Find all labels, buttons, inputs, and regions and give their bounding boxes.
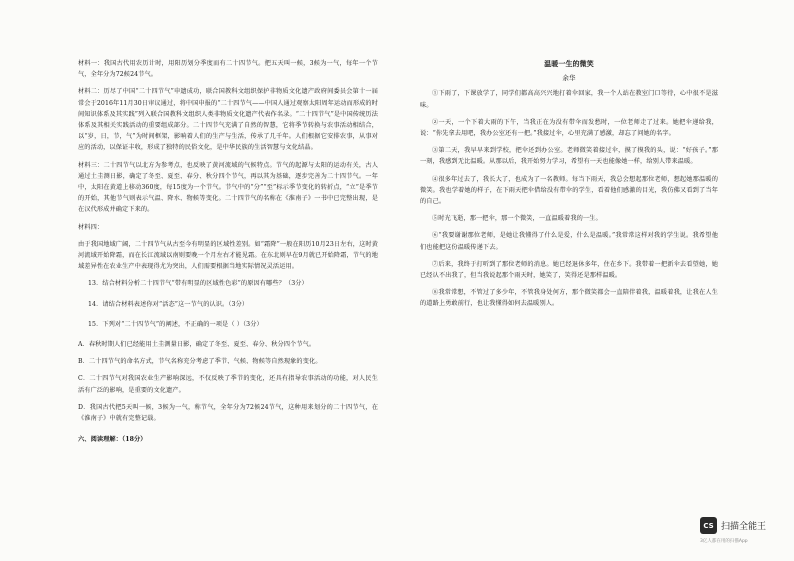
watermark-name: 扫描全能王 xyxy=(721,522,767,532)
question-14: 14．请结合材料表述你对“活态”这一节气的认识。（3分） xyxy=(88,300,249,308)
right-column xyxy=(420,58,718,316)
question-15: 15．下列对“二十四节气”的阐述，不正确的一项是（ ）（3分） xyxy=(88,320,263,328)
scanner-watermark xyxy=(700,517,784,549)
paragraph-8: ⑧我常常想，不管过了多少年，不管我身处何方，那个微笑都会一直陪伴着我，温暖着我，让我在人生的道路上勇敢前行，也让我懂得如何去温暖别人。 xyxy=(420,289,718,308)
article-title: 温暖一生的微笑 xyxy=(544,59,594,68)
option-b: B．二十四节气的命名方式，节气名称充分考虑了季节、气候、物候等自然现象的变化。 xyxy=(78,358,322,366)
camscanner-logo-icon: CS xyxy=(700,517,717,534)
material-4: 由于我国地域广阔，二十四节气从古至今有明显的区域性差别。如“霜降”一般在阳历10月23日左右，这时黄河流域开始降霜，而在长江流域以南则要晚一个月左右才能见霜。在东北则早在9月就已开始降霜，节气的地域差异性在农业生产中表现得尤为突出，人们需要根据当地实际情况灵活运用。 xyxy=(78,240,378,271)
paragraph-1: ①下雨了，下课放学了，同学们都高高兴兴地打着伞回家，我一个人站在教室门口等待，心中很不是滋味。 xyxy=(420,90,718,109)
paragraph-5: ⑤时光飞逝，那一把伞，那一个微笑，一直温暖着我的一生。 xyxy=(432,215,602,223)
material-3: 材料三：二十四节气以北方为参考点，也反映了黄河流域的气候特点。节气的起源与太阳的运动有关，古人通过土圭测日影，确定了冬至、夏至、春分、秋分四个节气，再以其为基础，逐步完善为二十四节气。一年中，太阳在黄道上移动360度，每15度为一个节气。节气中的“分”“至”标示季节变化的转折点，“立”是季节的开始，其他节气则表示气温、降水、物候等变化。二十四节气的名称在《淮南子》一书中已完整出现，是在汉代形成并确定下来的。 xyxy=(78,161,378,214)
paragraph-2: ②一天，一个下着大雨的下午，当我正在为没有带伞而发愁时，一位老师走了过来。她把伞递给我，说：“你先拿去用吧，我办公室还有一把。”我接过伞，心里充满了感激，却忘了问她的名字。 xyxy=(420,118,718,138)
material-1: 材料一：我国古代用农历计时，用阳历划分季度而有二十四节气。把五天叫一候，3候为一气，每年一个节气，全年分为72候24节气。 xyxy=(78,60,378,79)
option-a: A．春秋时期人们已经能用土圭测量日影，确定了冬至、夏至、春分、秋分四个节气。 xyxy=(78,341,316,349)
paragraph-6: ⑥“我要谢谢那位老师，是她让我懂得了什么是爱，什么是温暖。”我常常这样对我的学生说。我希望他们也能把这份温暖传递下去。 xyxy=(420,232,718,251)
section-heading: 六、阅读理解：（18分） xyxy=(78,436,147,444)
question-13: 13．结合材料分析二十四节气“带有明显的区域性色彩”的原因有哪些？（3分） xyxy=(88,280,308,288)
paragraph-4: ④很多年过去了，我长大了，也成为了一名教师。每当下雨天，我总会想起那位老师，想起她那温暖的微笑。我也学着她的样子，在下雨天把伞借给没有带伞的学生，看着他们感激的目光，我仿佛又看到了当年的自己。 xyxy=(420,175,718,206)
option-c: C．二十四节气对我国农业生产影响深远，不仅反映了季节的变化，还具有指导农事活动的功能，对人民生活有广泛的影响，是重要的文化遗产。 xyxy=(78,375,378,394)
left-column xyxy=(78,58,378,445)
watermark-subtitle: 3亿人都在用的扫描App xyxy=(700,539,748,544)
option-d: D．我国古代把5天叫一候，3候为一气，称节气，全年分为72候24节气，这种用来划分的二十四节气，在《淮南子》中就有完整记载。 xyxy=(78,403,378,423)
material-2: 材料二：历尽了中国“二十四节气”申遗成功，联合国教科文组织保护非物质文化遗产政府间委员会第十一届常会于2016年11月30日审议通过，将中国申报的“二十四节气——中国人通过观察太阳周年运动而形成的时间知识体系及其实践”列入联合国教科文组织人类非物质文化遗产代表作名录。“二十四节气”是中国传统历法体系及其相关实践活动的重要组成部分。二十四节气充满了自然的智慧，它将季节转换与农事活动相结合，以“岁，日，节，气”为时间框架，影响着人们的生产与生活，传承了几千年。人们根据它安排农事，从事对应的活动，以保证丰收，形成了独特的民俗文化，是中华民族的生活智慧与文化结晶。 xyxy=(78,88,378,152)
article-author: 余华 xyxy=(562,74,576,83)
material-4-title: 材料四： xyxy=(78,223,104,231)
paragraph-7: ⑦后来，我终于打听到了那位老师的消息。她已经退休多年，住在乡下。我带着一把新伞去看望她，她已经认不出我了，但当我说起那个雨天时，她笑了，笑得还是那样温暖。 xyxy=(420,260,718,280)
paragraph-3: ③第二天，我早早来到学校，把伞还到办公室。老师微笑着接过伞，摸了摸我的头，说：“好孩子。”那一刻，我感到无比温暖。从那以后，我开始努力学习，希望有一天也能像她一样，给别人带来温暖。 xyxy=(420,147,718,166)
